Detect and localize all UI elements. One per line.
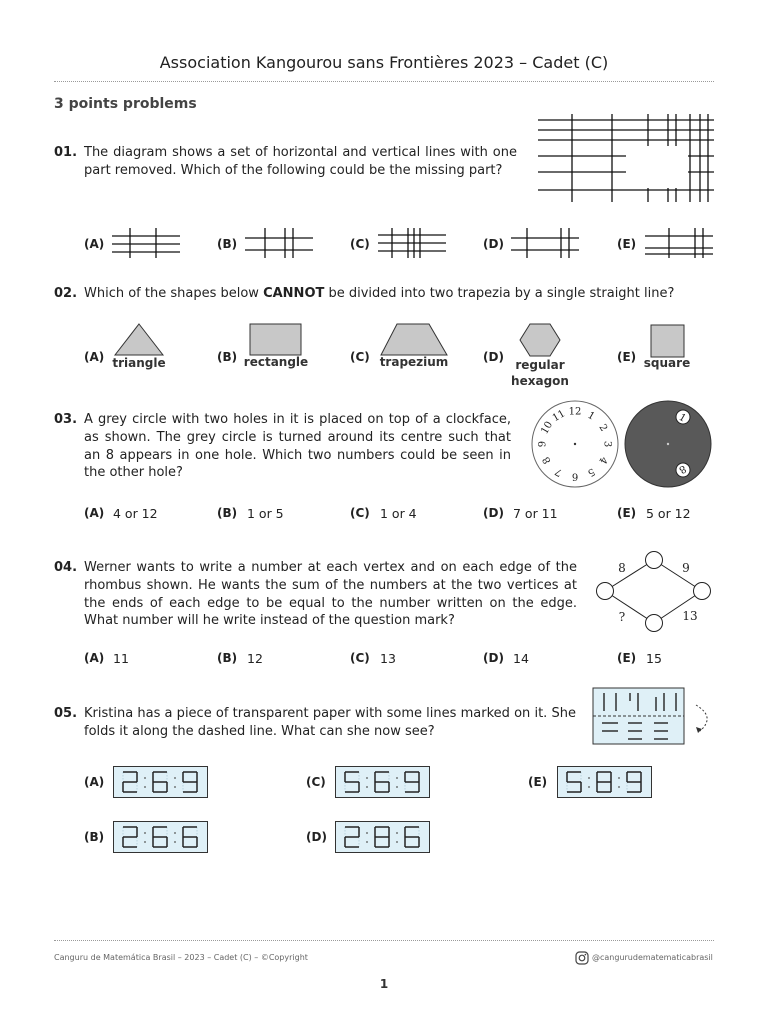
q2-option-b-caption: rectangle bbox=[243, 355, 309, 369]
q2-option-c-label[interactable]: (C) bbox=[350, 350, 370, 364]
q1-option-e-figure[interactable] bbox=[645, 228, 713, 258]
clock-number: 10 bbox=[539, 419, 556, 437]
q4-edge-label-bottom-right: 13 bbox=[682, 609, 698, 623]
q1-option-a-label[interactable]: (A) bbox=[84, 237, 105, 251]
q4-text: Werner wants to write a number at each vertex and on each edge of the rhombus shown. He wants the sum of the numbers at the two vertices at the ends of each edge to be equal to the number written on the edge. What number will he write instead of the question mark? bbox=[84, 560, 577, 629]
clock-number: 12 bbox=[568, 406, 582, 418]
q1-option-b-label[interactable]: (B) bbox=[217, 237, 238, 251]
q2-text: Which of the shapes below CANNOT be divided into two trapezia by a single straight line? bbox=[84, 286, 675, 301]
q3-option-a-label[interactable]: (A) bbox=[84, 506, 105, 520]
q3-option-b-value[interactable]: 1 or 5 bbox=[247, 506, 284, 521]
q5-option-a-label[interactable]: (A) bbox=[84, 775, 105, 789]
q4-edge-label-top-right: 9 bbox=[682, 561, 690, 575]
q2-option-d-label[interactable]: (D) bbox=[483, 350, 504, 364]
clock-number: 1 bbox=[585, 409, 597, 423]
q1-option-a-figure[interactable] bbox=[112, 228, 180, 258]
q3-option-e-value[interactable]: 5 or 12 bbox=[646, 506, 691, 521]
q5-option-b-label[interactable]: (B) bbox=[84, 830, 105, 844]
q4-option-d-value[interactable]: 14 bbox=[513, 651, 529, 666]
q5-option-d-label[interactable]: (D) bbox=[306, 830, 327, 844]
q2-option-c-caption: trapezium bbox=[379, 355, 449, 369]
q1-lines-diagram bbox=[530, 112, 720, 207]
footer-social-handle[interactable]: @cangurudematematicabrasil bbox=[592, 953, 713, 962]
q1-option-e-label[interactable]: (E) bbox=[617, 237, 637, 251]
q2-hexagon-shape[interactable] bbox=[519, 323, 561, 357]
q1-option-c-figure[interactable] bbox=[378, 228, 446, 258]
q1-option-d-label[interactable]: (D) bbox=[483, 237, 504, 251]
q4-option-e-value[interactable]: 15 bbox=[646, 651, 662, 666]
footer-divider bbox=[54, 940, 714, 941]
q3-option-e-label[interactable]: (E) bbox=[617, 506, 637, 520]
q3-option-c-label[interactable]: (C) bbox=[350, 506, 370, 520]
header-divider bbox=[54, 81, 714, 82]
q4-rhombus-diagram bbox=[592, 548, 742, 634]
q5-option-a-display[interactable] bbox=[113, 766, 208, 798]
q3-clockface bbox=[530, 400, 620, 490]
q2-triangle-shape[interactable] bbox=[113, 322, 165, 356]
q2-option-a-label[interactable]: (A) bbox=[84, 350, 105, 364]
q1-option-b-figure[interactable] bbox=[245, 228, 313, 258]
q4-option-a-value[interactable]: 11 bbox=[113, 651, 129, 666]
q2-rectangle-shape[interactable] bbox=[249, 323, 303, 357]
q3-hole-number-top: 1 bbox=[676, 411, 688, 425]
q2-trapezium-shape[interactable] bbox=[379, 322, 449, 356]
q2-number: 02. bbox=[54, 286, 78, 301]
q2-option-d-caption: regular hexagon bbox=[511, 358, 569, 388]
q5-option-e-label[interactable]: (E) bbox=[528, 775, 548, 789]
q3-option-b-label[interactable]: (B) bbox=[217, 506, 238, 520]
q4-option-e-label[interactable]: (E) bbox=[617, 651, 637, 665]
q3-text: A grey circle with two holes in it is placed on top of a clockface, as shown. The grey circle is turned around its centre such that an 8 appears in one hole. Which two numbers could be seen in the other hole? bbox=[84, 412, 511, 481]
q5-option-b-display[interactable] bbox=[113, 821, 208, 853]
q4-number: 04. bbox=[54, 560, 78, 575]
page-title: Association Kangourou sans Frontières 2023 – Cadet (C) bbox=[159, 53, 609, 72]
q4-option-a-label[interactable]: (A) bbox=[84, 651, 105, 665]
q4-option-c-label[interactable]: (C) bbox=[350, 651, 370, 665]
q3-hole-number-bottom: 8 bbox=[676, 462, 688, 476]
footer-copyright: Canguru de Matemática Brasil – 2023 – Cadet (C) – ©Copyright bbox=[54, 953, 308, 962]
clock-number: 4 bbox=[596, 454, 610, 466]
q3-option-d-value[interactable]: 7 or 11 bbox=[513, 506, 558, 521]
clock-number: 7 bbox=[553, 465, 565, 479]
q3-option-c-value[interactable]: 1 or 4 bbox=[380, 506, 417, 521]
clock-number: 9 bbox=[537, 440, 549, 448]
q2-square-shape[interactable] bbox=[650, 324, 686, 358]
q5-option-e-display[interactable] bbox=[557, 766, 652, 798]
q3-option-d-label[interactable]: (D) bbox=[483, 506, 504, 520]
q4-option-b-value[interactable]: 12 bbox=[247, 651, 263, 666]
q4-option-b-label[interactable]: (B) bbox=[217, 651, 238, 665]
q1-option-c-label[interactable]: (C) bbox=[350, 237, 370, 251]
q4-option-c-value[interactable]: 13 bbox=[380, 651, 396, 666]
clock-number: 2 bbox=[596, 422, 610, 434]
q5-option-d-display[interactable] bbox=[335, 821, 430, 853]
q1-text: The diagram shows a set of horizontal and vertical lines with one part removed. Which of the following could be the missing part? bbox=[84, 145, 517, 178]
page-number: 1 bbox=[379, 977, 389, 991]
instagram-icon[interactable] bbox=[575, 951, 589, 965]
q2-option-e-label[interactable]: (E) bbox=[617, 350, 637, 364]
q3-option-a-value[interactable]: 4 or 12 bbox=[113, 506, 158, 521]
q2-option-e-caption: square bbox=[643, 356, 691, 370]
q5-text: Kristina has a piece of transparent paper with some lines marked on it. She folds it along the dashed line. What can she now see? bbox=[84, 706, 576, 739]
clock-number: 8 bbox=[540, 454, 554, 466]
q5-number: 05. bbox=[54, 706, 78, 721]
clock-number: 3 bbox=[601, 440, 613, 448]
q3-number: 03. bbox=[54, 412, 78, 427]
q1-option-d-figure[interactable] bbox=[511, 228, 579, 258]
clock-number: 5 bbox=[585, 465, 597, 479]
q5-option-c-label[interactable]: (C) bbox=[306, 775, 326, 789]
q2-option-b-label[interactable]: (B) bbox=[217, 350, 238, 364]
q4-option-d-label[interactable]: (D) bbox=[483, 651, 504, 665]
q4-edge-label-bottom-left: ? bbox=[618, 610, 626, 624]
q2-option-a-caption: triangle bbox=[112, 356, 166, 370]
clock-number: 6 bbox=[571, 470, 579, 482]
q5-option-c-display[interactable] bbox=[335, 766, 430, 798]
q3-grey-disc bbox=[623, 400, 713, 490]
q1-number: 01. bbox=[54, 145, 78, 160]
section-heading: 3 points problems bbox=[54, 96, 197, 112]
q5-transparent-paper bbox=[592, 687, 722, 747]
clock-number: 11 bbox=[550, 408, 568, 425]
q4-edge-label-top-left: 8 bbox=[618, 561, 626, 575]
